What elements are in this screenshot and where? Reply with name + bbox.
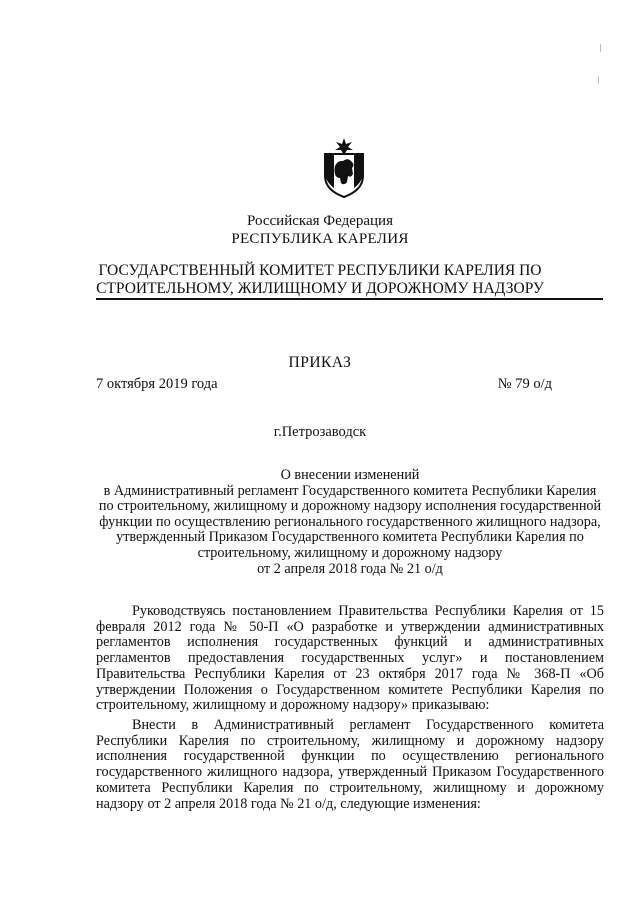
subject-line: по строительному, жилищному и дорожному надзору исполнения государственной xyxy=(98,498,602,515)
scan-edge-mark xyxy=(600,44,601,52)
republic-label: РЕСПУБЛИКА КАРЕЛИЯ xyxy=(231,231,409,247)
subject-line: от 2 апреля 2018 года № 21 о/д xyxy=(257,560,443,577)
subject-line: утвержденный Приказом Государственного комитета Республики Карелия по xyxy=(116,529,584,546)
subject-line: функции по осуществлению регионального государственного жилищного надзора, xyxy=(99,513,601,530)
subject-line: строительному, жилищному и дорожному надзору xyxy=(197,544,503,561)
order-city: г.Петрозаводск xyxy=(273,424,367,440)
subject-line: в Административный регламент Государственного комитета Республики Карелия xyxy=(103,482,597,499)
order-title: ПРИКАЗ xyxy=(288,354,352,371)
scan-edge-mark xyxy=(598,76,599,84)
order-date: 7 октября 2019 года xyxy=(96,376,218,392)
committee-line-2: СТРОИТЕЛЬНОМУ, ЖИЛИЩНОМУ И ДОРОЖНОМУ НАДЗОРУ xyxy=(96,280,544,297)
body-paragraph-2: Внести в Административный регламент Государственного комитета Республики Карелия по строительному, жилищному и дорожному надзору исполнения государственной функции по осуществлению регионального государственного жилищного надзора, утвержденный Приказом Государственного комитета Республики Карелия по строительному, жилищному и дорожному надзору от 2 апреля 2018 года № 21 о/д, следующие изменения: xyxy=(96,717,604,812)
order-number: № 79 о/д xyxy=(497,376,552,392)
body-paragraph-1: Руководствуясь постановлением Правительства Республики Карелия от 15 февраля 2012 года № 50-П «О разработке и утверждении административных регламентов исполнения государственных функций и административных регламентов предоставления государственных услуг» и постановлением Правительства Республики Карелия от 23 октября 2017 года № 368-П «Об утверждении Положения о Государственном комитете Республики Карелия по строительному, жилищному и дорожному надзору» приказываю: xyxy=(96,603,604,714)
header-divider xyxy=(96,298,603,300)
committee-line-1: ГОСУДАРСТВЕННЫЙ КОМИТЕТ РЕСПУБЛИКИ КАРЕЛИЯ ПО xyxy=(98,262,542,279)
karelia-coat-of-arms-icon xyxy=(322,138,366,198)
federation-label: Российская Федерация xyxy=(247,213,393,229)
committee-title xyxy=(0,262,640,298)
order-subject xyxy=(90,468,610,577)
subject-line: О внесении изменений xyxy=(280,467,420,483)
